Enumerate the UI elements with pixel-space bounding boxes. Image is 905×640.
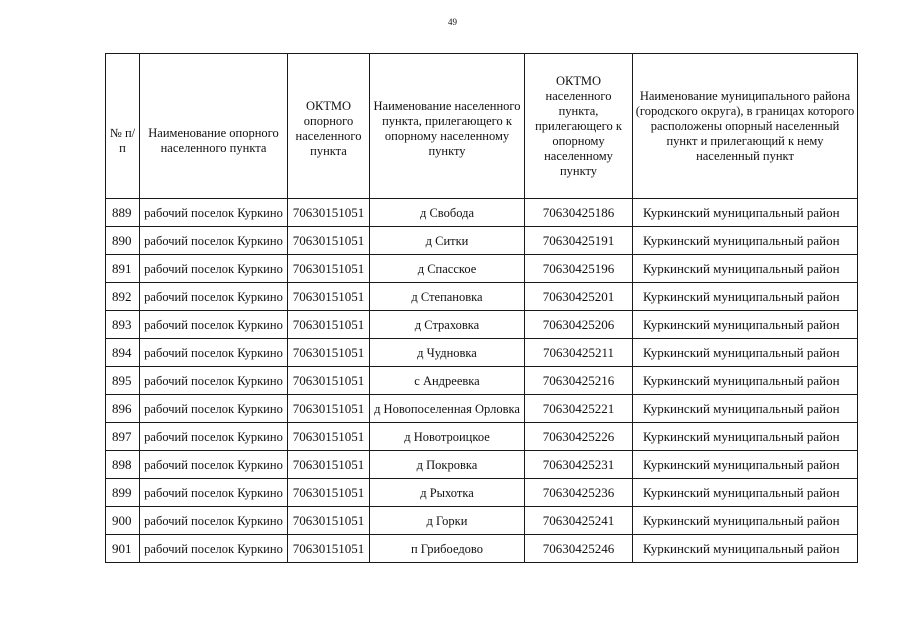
cell-num: 893 — [106, 311, 140, 339]
table-row — [106, 451, 858, 479]
cell-adjacent-oktmo: 70630425236 — [525, 479, 633, 507]
header-oktmo: ОКТМО опорного населенного пункта — [288, 54, 370, 199]
cell-num: 900 — [106, 507, 140, 535]
settlements-table — [105, 53, 858, 563]
cell-settlement: рабочий поселок Куркино — [140, 255, 288, 283]
cell-adjacent: д Новопоселенная Орловка — [370, 395, 525, 423]
cell-oktmo: 70630151051 — [288, 227, 370, 255]
cell-oktmo: 70630151051 — [288, 451, 370, 479]
table-row — [106, 423, 858, 451]
cell-municipality: Куркинский муниципальный район — [633, 479, 858, 507]
cell-municipality: Куркинский муниципальный район — [633, 311, 858, 339]
table-row — [106, 311, 858, 339]
cell-municipality: Куркинский муниципальный район — [633, 199, 858, 227]
cell-settlement: рабочий поселок Куркино — [140, 199, 288, 227]
cell-num: 890 — [106, 227, 140, 255]
cell-adjacent: д Степановка — [370, 283, 525, 311]
cell-oktmo: 70630151051 — [288, 423, 370, 451]
cell-num: 896 — [106, 395, 140, 423]
cell-oktmo: 70630151051 — [288, 255, 370, 283]
cell-municipality: Куркинский муниципальный район — [633, 423, 858, 451]
cell-adjacent-oktmo: 70630425241 — [525, 507, 633, 535]
table-row — [106, 395, 858, 423]
cell-adjacent-oktmo: 70630425231 — [525, 451, 633, 479]
table-row — [106, 479, 858, 507]
cell-oktmo: 70630151051 — [288, 395, 370, 423]
cell-num: 898 — [106, 451, 140, 479]
cell-oktmo: 70630151051 — [288, 199, 370, 227]
cell-oktmo: 70630151051 — [288, 367, 370, 395]
cell-oktmo: 70630151051 — [288, 507, 370, 535]
cell-num: 889 — [106, 199, 140, 227]
cell-adjacent: д Ситки — [370, 227, 525, 255]
cell-municipality: Куркинский муниципальный район — [633, 283, 858, 311]
table-body — [106, 199, 858, 563]
cell-num: 895 — [106, 367, 140, 395]
cell-settlement: рабочий поселок Куркино — [140, 227, 288, 255]
cell-adjacent-oktmo: 70630425221 — [525, 395, 633, 423]
cell-adjacent: д Горки — [370, 507, 525, 535]
table-header-row — [106, 54, 858, 199]
cell-adjacent-oktmo: 70630425226 — [525, 423, 633, 451]
cell-adjacent-oktmo: 70630425211 — [525, 339, 633, 367]
header-settlement: Наименование опорного населенного пункта — [140, 54, 288, 199]
cell-settlement: рабочий поселок Куркино — [140, 423, 288, 451]
cell-settlement: рабочий поселок Куркино — [140, 367, 288, 395]
cell-municipality: Куркинский муниципальный район — [633, 535, 858, 563]
cell-adjacent-oktmo: 70630425196 — [525, 255, 633, 283]
cell-adjacent: д Свобода — [370, 199, 525, 227]
cell-municipality: Куркинский муниципальный район — [633, 507, 858, 535]
page-number: 49 — [448, 17, 457, 27]
cell-adjacent-oktmo: 70630425206 — [525, 311, 633, 339]
cell-adjacent-oktmo: 70630425186 — [525, 199, 633, 227]
cell-settlement: рабочий поселок Куркино — [140, 311, 288, 339]
cell-municipality: Куркинский муниципальный район — [633, 367, 858, 395]
table-row — [106, 535, 858, 563]
cell-settlement: рабочий поселок Куркино — [140, 479, 288, 507]
cell-adjacent: д Покровка — [370, 451, 525, 479]
cell-settlement: рабочий поселок Куркино — [140, 507, 288, 535]
table-row — [106, 283, 858, 311]
cell-adjacent-oktmo: 70630425201 — [525, 283, 633, 311]
cell-municipality: Куркинский муниципальный район — [633, 227, 858, 255]
header-municipality: Наименование муниципального района (городского округа), в границах которого расположены опорный населенный пункт и прилегающий к нему населенный пункт — [633, 54, 858, 199]
cell-settlement: рабочий поселок Куркино — [140, 535, 288, 563]
cell-oktmo: 70630151051 — [288, 479, 370, 507]
table-row — [106, 339, 858, 367]
cell-adjacent: д Спасское — [370, 255, 525, 283]
cell-municipality: Куркинский муниципальный район — [633, 255, 858, 283]
cell-settlement: рабочий поселок Куркино — [140, 283, 288, 311]
cell-adjacent-oktmo: 70630425246 — [525, 535, 633, 563]
header-num: № п/п — [106, 54, 140, 199]
cell-settlement: рабочий поселок Куркино — [140, 339, 288, 367]
cell-municipality: Куркинский муниципальный район — [633, 395, 858, 423]
table-row — [106, 507, 858, 535]
cell-settlement: рабочий поселок Куркино — [140, 395, 288, 423]
table-row — [106, 199, 858, 227]
cell-municipality: Куркинский муниципальный район — [633, 339, 858, 367]
header-adjacent: Наименование населенного пункта, прилегающего к опорному населенному пункту — [370, 54, 525, 199]
cell-num: 894 — [106, 339, 140, 367]
cell-settlement: рабочий поселок Куркино — [140, 451, 288, 479]
cell-oktmo: 70630151051 — [288, 339, 370, 367]
cell-adjacent: д Чудновка — [370, 339, 525, 367]
cell-adjacent: п Грибоедово — [370, 535, 525, 563]
cell-adjacent-oktmo: 70630425216 — [525, 367, 633, 395]
table-row — [106, 255, 858, 283]
header-adjacent-oktmo: ОКТМО населенного пункта, прилегающего к опорному населенному пункту — [525, 54, 633, 199]
cell-adjacent: д Рыхотка — [370, 479, 525, 507]
cell-adjacent-oktmo: 70630425191 — [525, 227, 633, 255]
cell-num: 891 — [106, 255, 140, 283]
cell-num: 897 — [106, 423, 140, 451]
table-row — [106, 367, 858, 395]
cell-adjacent: д Новотроицкое — [370, 423, 525, 451]
cell-adjacent: с Андреевка — [370, 367, 525, 395]
cell-municipality: Куркинский муниципальный район — [633, 451, 858, 479]
cell-oktmo: 70630151051 — [288, 535, 370, 563]
cell-num: 899 — [106, 479, 140, 507]
cell-adjacent: д Страховка — [370, 311, 525, 339]
cell-num: 901 — [106, 535, 140, 563]
table-row — [106, 227, 858, 255]
cell-oktmo: 70630151051 — [288, 283, 370, 311]
cell-num: 892 — [106, 283, 140, 311]
cell-oktmo: 70630151051 — [288, 311, 370, 339]
